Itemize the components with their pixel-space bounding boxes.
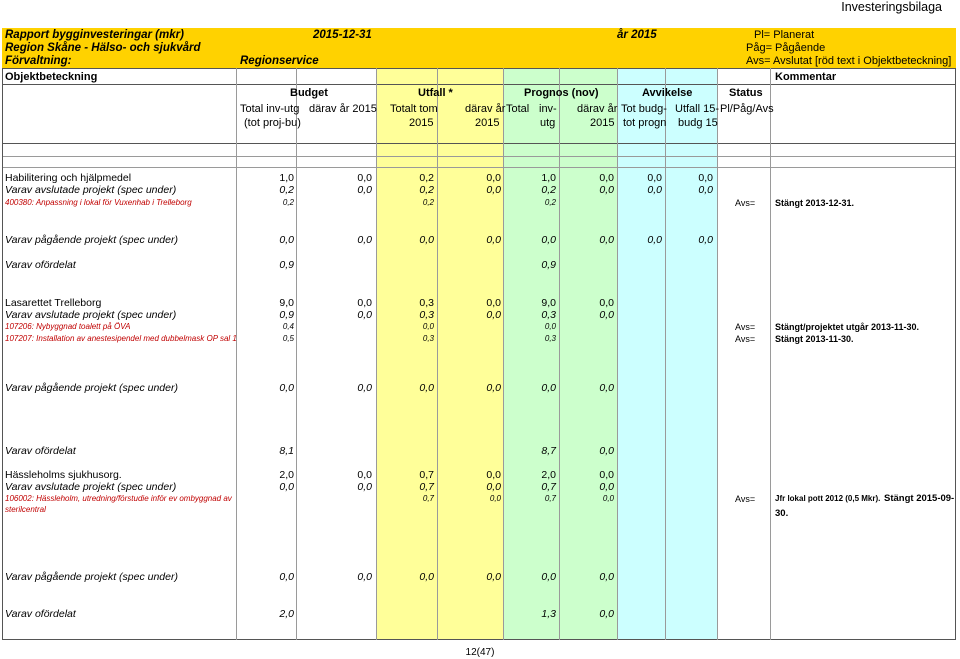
cell: 0,0 (599, 571, 614, 583)
cell: 0,0 (486, 382, 501, 394)
row-avslutade-label: Varav avslutade projekt (spec under) (5, 309, 177, 321)
utfall-header: Utfall * (418, 87, 453, 99)
row-project-107207: 107207: Installation av anestesipendel med dubbelmask OP sal 1 (5, 334, 237, 343)
utfall-column-bg (376, 68, 506, 640)
col-budg-15: budg 15 (678, 117, 718, 129)
col-prognos-inv: inv- (539, 103, 557, 115)
cell: 0,0 (599, 382, 614, 394)
report-title: Rapport bygginvesteringar (mkr) (5, 29, 184, 41)
col-tot-proj-bu: (tot proj-bu) (244, 117, 301, 129)
cell: 0,0 (357, 234, 372, 246)
cell: 0,0 (599, 172, 614, 184)
col-prognos-darav-year: 2015 (590, 117, 615, 129)
row-trelleborg-label: Lasarettet Trelleborg (5, 297, 102, 309)
cell: 1,0 (541, 172, 556, 184)
document-title: Investeringsbilaga (841, 0, 942, 14)
cell: 0,0 (486, 172, 501, 184)
prognos-header: Prognos (nov) (524, 87, 599, 99)
cell: 0,0 (279, 234, 294, 246)
cell: 0,0 (486, 481, 501, 493)
cell: 0,4 (282, 322, 294, 331)
vrule-right (955, 68, 956, 640)
cell: 0,0 (357, 469, 372, 481)
col-utfall-15: Utfall 15- (675, 103, 720, 115)
cell: 0,3 (419, 309, 434, 321)
cell: 2,0 (279, 608, 294, 620)
row-project-107206: 107206: Nybyggnad toalett på ÖVA (5, 322, 131, 331)
cell: 0,0 (698, 234, 713, 246)
report-year: år 2015 (617, 29, 657, 41)
objekt-header: Objektbeteckning (5, 71, 98, 83)
cell: 0,0 (647, 184, 662, 196)
budget-header: Budget (290, 87, 328, 99)
row-project-400380: 400380: Anpassning i lokal för Vuxenhab i Trelleborg (5, 198, 192, 207)
prognos-column-bg (503, 68, 617, 640)
cell: 8,1 (279, 445, 294, 457)
cell: 0,0 (357, 382, 372, 394)
forvaltning-label: Förvaltning: (5, 55, 72, 67)
cell: 8,7 (541, 445, 556, 457)
legend-pagaende: Påg= Pågående (746, 42, 826, 54)
budget-column-bg (236, 68, 376, 640)
status-value: Avs= (735, 334, 756, 344)
cell: 0,7 (541, 481, 556, 493)
cell: 0,0 (279, 571, 294, 583)
cell: 0,0 (647, 172, 662, 184)
cell: 0,0 (357, 297, 372, 309)
cell: 0,3 (541, 309, 556, 321)
col-totalt-tom-year: 2015 (409, 117, 434, 129)
avvikelse-header: Avvikelse (642, 87, 693, 99)
cell: 2,0 (541, 469, 556, 481)
cell: 9,0 (541, 297, 556, 309)
forvaltning-value: Regionservice (240, 55, 319, 67)
cell: 0,9 (541, 259, 556, 271)
cell: 0,9 (279, 259, 294, 271)
row-ofordelat-label: Varav ofördelat (5, 259, 76, 271)
cell: 9,0 (279, 297, 294, 309)
cell: 0,0 (486, 571, 501, 583)
comment: Stängt 2013-12-31. (775, 198, 855, 208)
cell: 0,3 (422, 334, 434, 343)
cell: 0,0 (486, 309, 501, 321)
comment: Jfr lokal pott 2012 (0,5 Mkr). (775, 494, 881, 503)
col-tot-budg: Tot budg- (621, 103, 667, 115)
cell: 0,0 (486, 469, 501, 481)
col-prognos-utg: utg (540, 117, 556, 129)
cell: 0,0 (599, 608, 614, 620)
cell: 0,0 (698, 172, 713, 184)
vrule-9 (717, 68, 718, 640)
cell: 0,7 (422, 494, 434, 503)
cell: 0,0 (541, 234, 556, 246)
cell: 0,0 (647, 234, 662, 246)
legend-avslutat: Avs= Avslutat [röd text i Objektbeteckning] (746, 55, 952, 67)
vrule-5 (503, 68, 504, 640)
vrule-8 (665, 68, 666, 640)
row-ofordelat-label: Varav ofördelat (5, 608, 76, 620)
cell: 0,0 (279, 481, 294, 493)
cell: 0,0 (357, 172, 372, 184)
vrule-left (2, 68, 3, 640)
cell: 0,2 (419, 184, 434, 196)
col-utfall-darav-year: 2015 (475, 117, 500, 129)
cell: 0,2 (544, 198, 556, 207)
cell: 0,0 (422, 322, 434, 331)
page-number: 12(47) (465, 647, 495, 658)
cell: 0,0 (599, 234, 614, 246)
cell: 0,0 (486, 297, 501, 309)
row-pagaende-label: Varav pågående projekt (spec under) (5, 382, 178, 394)
cell: 0,0 (599, 445, 614, 457)
row-habilitering-label: Habilitering och hjälpmedel (5, 172, 132, 184)
row-pagaende-label: Varav pågående projekt (spec under) (5, 571, 178, 583)
cell: 1,3 (541, 608, 556, 620)
rule-head-bottom (2, 143, 956, 144)
row-ofordelat-label: Varav ofördelat (5, 445, 76, 457)
cell: 0,0 (599, 481, 614, 493)
col-prognos-darav: därav år (577, 103, 618, 115)
vrule-7 (617, 68, 618, 640)
cell: 0,0 (357, 481, 372, 493)
cell: 0,0 (602, 494, 614, 503)
col-totalt-tom: Totalt tom (390, 103, 438, 115)
row-avslutade-label: Varav avslutade projekt (spec under) (5, 184, 177, 196)
legend-planerat: Pl= Planerat (754, 29, 815, 41)
status-header: Status (729, 87, 763, 99)
cell: 0,0 (486, 234, 501, 246)
cell: 0,0 (357, 184, 372, 196)
cell: 0,3 (419, 297, 434, 309)
cell: 0,0 (698, 184, 713, 196)
kommentar-header: Kommentar (775, 71, 837, 83)
cell: 0,7 (544, 494, 556, 503)
cell: 0,0 (419, 571, 434, 583)
status-value: Avs= (735, 322, 756, 332)
cell: 0,0 (544, 322, 556, 331)
comment: Stängt 2013-11-30. (775, 334, 854, 344)
cell: 0,0 (279, 382, 294, 394)
region-name: Region Skåne - Hälso- och sjukvård (5, 42, 201, 54)
status-value: Avs= (735, 494, 756, 504)
cell: 0,3 (544, 334, 556, 343)
vrule-1 (236, 68, 237, 640)
comment: Stängt 2015-09- (884, 493, 955, 504)
cell: 1,0 (279, 172, 294, 184)
cell: 0,0 (599, 184, 614, 196)
col-total-invutg: Total inv-utg (240, 103, 300, 115)
vrule-4 (437, 68, 438, 640)
cell: 0,0 (357, 309, 372, 321)
col-darav-2015: därav år 2015 (309, 103, 377, 115)
rule-bottom (2, 639, 956, 640)
col-tot-progn: tot progn (623, 117, 667, 129)
cell: 0,0 (419, 234, 434, 246)
cell: 0,0 (489, 494, 501, 503)
row-hassleholm-label: Hässleholms sjukhusorg. (5, 469, 122, 481)
cell: 0,9 (279, 309, 294, 321)
row-project-106002: 106002: Hässleholm, utredning/förstudie inför ev ombyggnad av (5, 494, 232, 503)
report-date: 2015-12-31 (313, 29, 372, 41)
comment: Stängt/projektet utgår 2013-11-30. (775, 322, 920, 332)
row-project-106002-line2: sterilcentral (5, 505, 46, 514)
col-prognos-total: Total (506, 103, 530, 115)
avvikelse-column-bg (617, 68, 720, 640)
rule-1 (2, 156, 956, 157)
cell: 0,0 (599, 297, 614, 309)
col-pl-pag-avs: Pl/Påg/Avs (720, 103, 774, 115)
cell: 0,7 (419, 481, 434, 493)
cell: 0,0 (599, 469, 614, 481)
cell: 0,0 (419, 382, 434, 394)
cell: 2,0 (279, 469, 294, 481)
cell: 0,0 (599, 309, 614, 321)
cell: 0,2 (419, 172, 434, 184)
vrule-3 (376, 68, 377, 640)
rule-top (2, 68, 956, 69)
rule-2 (2, 167, 956, 168)
vrule-6 (559, 68, 560, 640)
status-value: Avs= (735, 198, 756, 208)
vrule-10 (770, 68, 771, 640)
comment: 30. (775, 508, 789, 519)
cell: 0,2 (541, 184, 556, 196)
cell: 0,2 (282, 198, 294, 207)
row-pagaende-label: Varav pågående projekt (spec under) (5, 234, 178, 246)
col-utfall-darav: därav år (465, 103, 506, 115)
cell: 0,0 (357, 571, 372, 583)
cell: 0,0 (541, 571, 556, 583)
cell: 0,0 (486, 184, 501, 196)
cell: 0,2 (279, 184, 294, 196)
cell: 0,7 (419, 469, 434, 481)
row-avslutade-label: Varav avslutade projekt (spec under) (5, 481, 177, 493)
cell: 0,0 (541, 382, 556, 394)
rule-objekt (2, 84, 956, 85)
cell: 0,5 (282, 334, 294, 343)
vrule-2 (296, 68, 297, 640)
cell: 0,2 (422, 198, 434, 207)
